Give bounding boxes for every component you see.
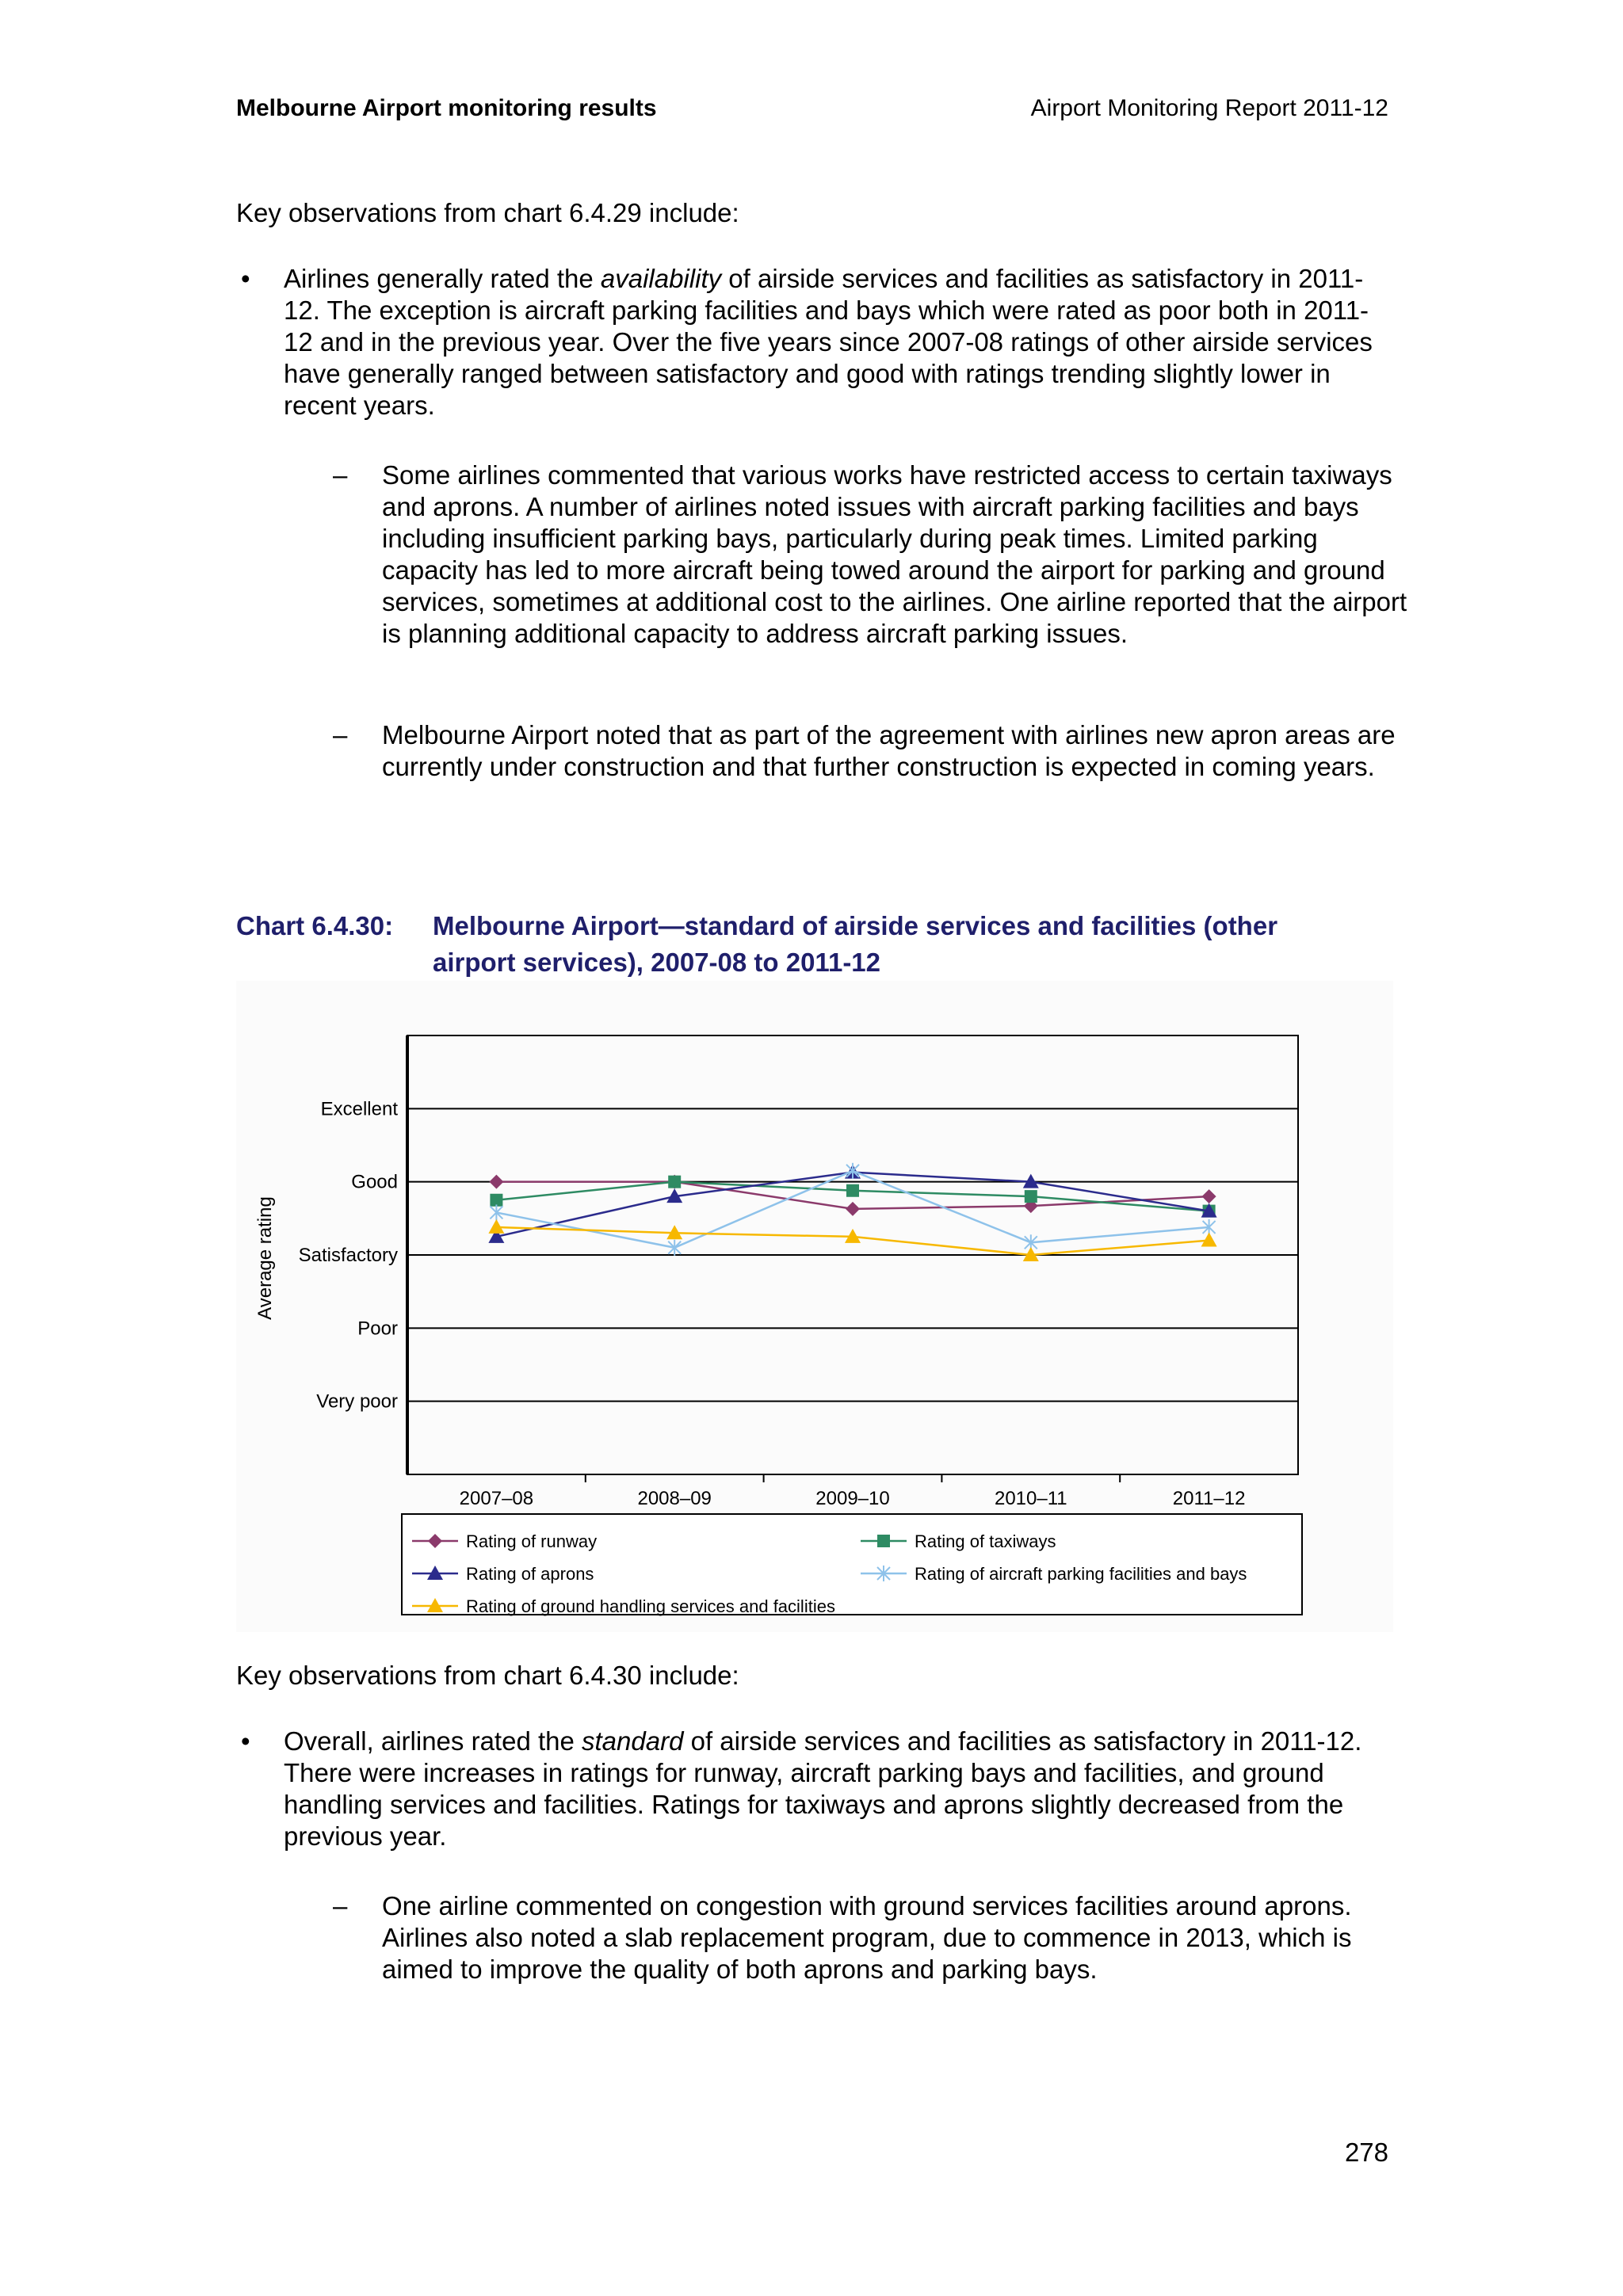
legend-marker (877, 1535, 890, 1547)
data-point (1201, 1233, 1217, 1247)
data-point (1202, 1189, 1216, 1203)
x-tick-label: 2010–11 (994, 1488, 1067, 1509)
dash-mark: – (333, 720, 348, 749)
y-tick-label: Good (351, 1171, 398, 1193)
dash-text: One airline commented on congestion with ground services facilities around aprons. Airlines also noted a slab replacement program, due to commence in 2013, which is aimed to improve the quality of both aprons and parking bays. (382, 1891, 1352, 1984)
data-point (668, 1176, 681, 1188)
chart-title: Melbourne Airport—standard of airside services and facilities (other airport services), 2007-08 to 2011-12 (433, 911, 1278, 977)
section2-intro: Key observations from chart 6.4.30 include: (236, 1661, 739, 1690)
dash-mark: – (333, 1891, 348, 1920)
data-point (489, 1175, 503, 1189)
bullet-mark: • (241, 1726, 250, 1756)
legend-label: Rating of aprons (466, 1564, 594, 1584)
y-tick-label: Satisfactory (298, 1245, 398, 1266)
legend-label: Rating of runway (466, 1531, 598, 1551)
y-axis-title: Average rating (254, 1196, 276, 1320)
data-point (846, 1184, 859, 1197)
legend-item (412, 1596, 835, 1616)
header-report-name: Airport Monitoring Report 2011-12 (1030, 95, 1388, 121)
x-tick-label: 2007–08 (459, 1488, 534, 1509)
line-chart (236, 981, 1393, 1632)
chart-number: Chart 6.4.30: (236, 911, 394, 940)
bullet-mark: • (241, 264, 250, 293)
data-point (846, 1202, 860, 1216)
dash-text: Some airlines commented that various works have restricted access to certain taxiways and aprons. A number of airlines noted issues with aircraft parking facilities and bays including insufficient parking bays, particularly during peak times. Limited parking capacity has led to more aircraft being towed around the airport for parking and ground services, sometimes at additional cost to the airlines. One airline reported that the airport is planning additional capacity to address aircraft parking issues. (382, 460, 1407, 648)
dash-text: Melbourne Airport noted that as part of the agreement with airlines new apron areas are currently under construction and that further construction is expected in coming years. (382, 720, 1396, 781)
bullet-text: Overall, airlines rated the standard of airside services and facilities as satisfactory in 2011-12. There were increases in ratings for runway, aircraft parking bays and facilities, and ground handling services and facilities. Ratings for taxiways and aprons slightly decreased from the previous year. (284, 1726, 1362, 1851)
x-tick-label: 2011–12 (1172, 1488, 1246, 1509)
dash-mark: – (333, 460, 348, 490)
legend-label: Rating of taxiways (915, 1531, 1056, 1551)
legend-label: Rating of aircraft parking facilities and bays (915, 1564, 1247, 1584)
legend-label: Rating of ground handling services and facilities (466, 1596, 835, 1616)
data-point (846, 1163, 859, 1179)
x-tick-label: 2008–09 (637, 1488, 712, 1509)
chart-area (236, 981, 1393, 1632)
y-tick-label: Excellent (320, 1098, 398, 1120)
section1-intro: Key observations from chart 6.4.29 include: (236, 198, 739, 227)
header-title: Melbourne Airport monitoring results (236, 95, 657, 121)
page-number: 278 (1344, 2138, 1388, 2167)
data-point (1025, 1190, 1037, 1203)
bullet-text: Airlines generally rated the availability of airside services and facilities as satisfactory in 2011-12. The exception is aircraft parking facilities and bays which were rated as poor both in 2011-12 and in the previous year. Over the five years since 2007-08 ratings of other airside services have generally ranged between satisfactory and good with ratings trending slightly lower in recent years. (284, 264, 1373, 420)
y-tick-label: Very poor (316, 1390, 398, 1413)
data-point (490, 1194, 502, 1207)
y-tick-label: Poor (357, 1318, 398, 1340)
legend-item (861, 1564, 1247, 1584)
x-tick-label: 2009–10 (815, 1488, 890, 1509)
